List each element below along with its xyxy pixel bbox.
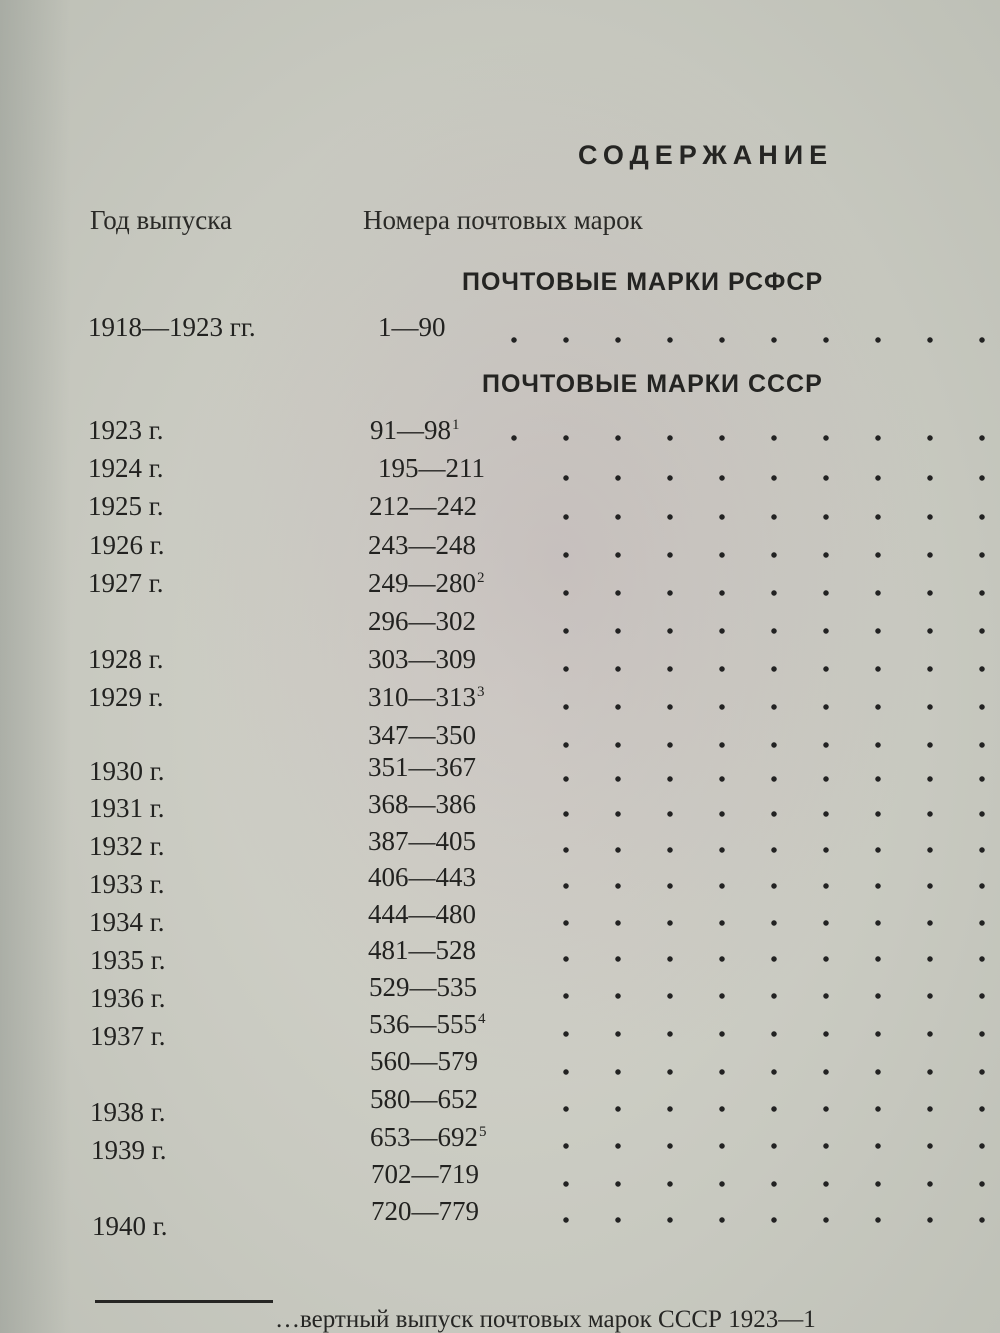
leader-dots [540,741,1000,749]
year-column-header: Год выпуска [90,205,232,235]
toc-row-year: 1934 г. [89,907,165,937]
toc-row-year: 1918—1923 гг. [88,312,256,342]
toc-row-year: 1935 г. [90,945,166,975]
leader-dots [540,882,1000,890]
leader-dots [540,474,1000,482]
leader-dots [540,919,1000,927]
toc-row-year: 1933 г. [89,869,165,899]
leader-dots [540,703,1000,711]
leader-dots [540,1180,1000,1188]
toc-row-range: 347—350 [368,720,476,750]
page-title: СОДЕРЖАНИЕ [578,140,834,170]
footnote-text: …вертный выпуск почтовых марок СССР 1923—1 [275,1306,816,1333]
leader-dots [540,551,1000,559]
toc-row-year: 1923 г. [88,415,164,445]
footnote-rule [95,1300,273,1303]
toc-row-range: 212—242 [369,491,477,521]
toc-row-range: 195—211 [378,453,485,483]
toc-row-range: 387—405 [368,826,476,856]
leader-dots [540,665,1000,673]
leader-dots [540,955,1000,963]
leader-dots [540,1068,1000,1076]
toc-row-year: 1926 г. [89,530,165,560]
leader-dots [540,627,1000,635]
toc-row-range: 580—652 [370,1084,478,1114]
leader-dots [540,810,1000,818]
leader-dots [540,992,1000,1000]
toc-row-range: 702—719 [371,1159,479,1189]
toc-row-range: $249—280^2$ [368,568,485,598]
toc-row-year: 1936 г. [90,983,166,1013]
toc-row-range: $536—555^4$ [369,1009,486,1039]
section-heading-rsfsr: ПОЧТОВЫЕ МАРКИ РСФСР [462,268,824,296]
leader-dots [540,589,1000,597]
toc-row-year: 1925 г. [88,491,164,521]
leader-dots [540,1030,1000,1038]
leader-dots [540,775,1000,783]
toc-row-year: 1939 г. [91,1135,167,1165]
toc-row-year: 1930 г. [89,756,165,786]
toc-row-range: 243—248 [368,530,476,560]
toc-row-range: 481—528 [368,935,476,965]
toc-row-year: 1937 г. [90,1021,166,1051]
toc-row-year: 1924 г. [88,453,164,483]
section-heading-ussr: ПОЧТОВЫЕ МАРКИ СССР [482,370,823,398]
leader-dots [540,1216,1000,1224]
numbers-column-header: Номера почтовых марок [363,205,643,235]
leader-dots [540,513,1000,521]
toc-row-range: $653—692^5$ [370,1122,487,1152]
toc-row-range: $91—98^1$ [370,415,460,445]
toc-row-range: 406—443 [368,862,476,892]
leader-dots [540,846,1000,854]
leader-dots [540,1142,1000,1150]
toc-row-year: 1927 г. [88,568,164,598]
toc-row-range: 1—90 [378,312,446,342]
toc-row-range: 529—535 [369,972,477,1002]
toc-row-range: 444—480 [368,899,476,929]
toc-row-year: 1932 г. [89,831,165,861]
toc-row-year: 1929 г. [88,682,164,712]
toc-row-range: 351—367 [368,752,476,782]
toc-row-range: 720—779 [371,1196,479,1226]
toc-row-range: 368—386 [368,789,476,819]
toc-row-year: 1938 г. [90,1097,166,1127]
footnote-clip [270,1306,1000,1333]
leader-dots [540,1105,1000,1113]
toc-row-year: 1928 г. [88,644,164,674]
page-shadow [0,0,70,1333]
leader-dots [488,434,1000,442]
toc-row-range: 303—309 [368,644,476,674]
toc-row-range: 296—302 [368,606,476,636]
toc-row-range: 560—579 [370,1046,478,1076]
toc-row-range: $310—313^3$ [368,682,485,712]
toc-row-year: 1931 г. [89,793,165,823]
leader-dots [488,336,1000,344]
toc-row-year: 1940 г. [92,1211,168,1241]
